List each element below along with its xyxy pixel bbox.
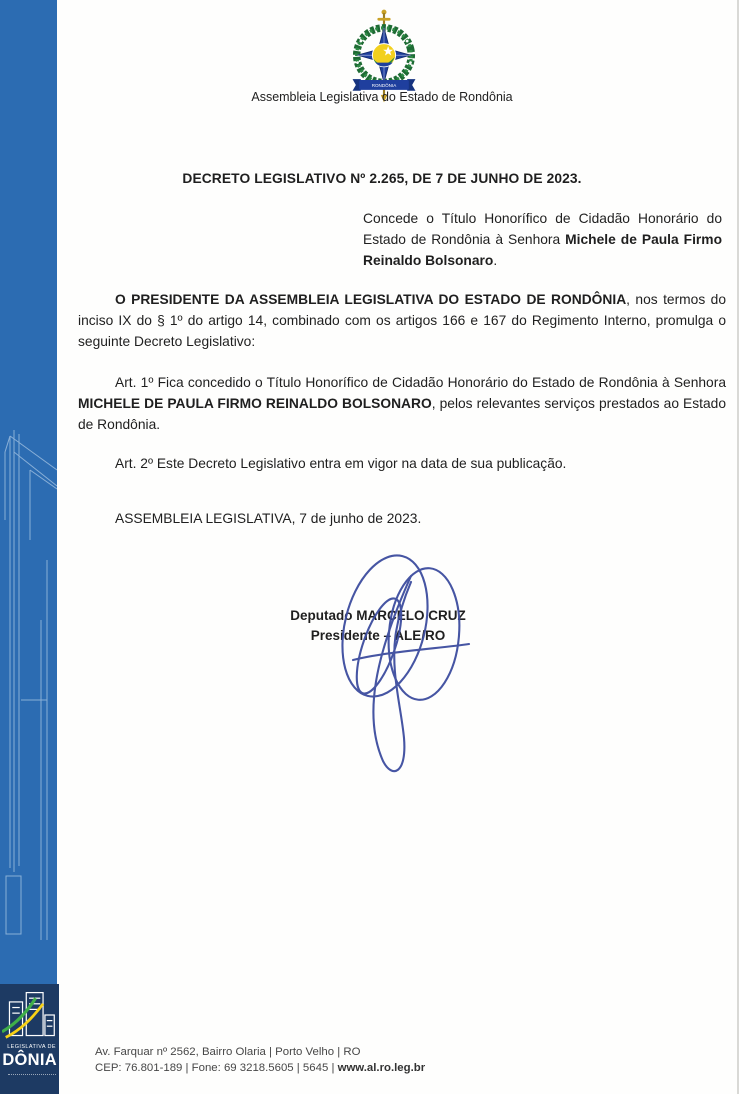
ementa-suffix: . [493,253,498,268]
article-1-paragraph [78,373,726,435]
building-lineart-icon [0,0,57,1094]
article-1-honoree-name: MICHELE DE PAULA FIRMO REINALDO BOLSONARO [78,395,432,411]
ementa-text: Concede o Título Honorífico de Cidadão Honorário do Estado de Rondônia à Senhora [363,211,722,247]
preamble-rest: , nos termos do inciso IX do § 1º do artigo 14, combinado com os artigos 166 e 167 do Regimento Interno, promulga o seguinte Decreto Legislativo: [78,292,726,349]
ementa-honoree-name: Michele de Paula Firmo Reinaldo Bolsonaro [363,232,722,268]
handwritten-signature [293,548,503,785]
footer-address [95,1045,655,1076]
footer-logo-text-small: LEGISLATIVA DE [7,1044,56,1050]
left-blue-band [0,0,57,1094]
signatory-role: Presidente – ALE/RO [310,628,446,643]
footer-logo [0,984,59,1094]
decree-title: DECRETO LEGISLATIVO Nº 2.265, DE 7 DE JUNHO DE 2023. [182,171,582,186]
signatory-name: Deputado MARCELO CRUZ [290,608,466,623]
ementa-paragraph [363,208,722,271]
signature-block [258,606,498,646]
dateline: ASSEMBLEIA LEGISLATIVA, 7 de junho de 2023. [115,511,422,526]
footer-contact: CEP: 76.801-189 | Fone: 69 3218.5605 | 5645 | [95,1061,338,1074]
footer-website[interactable]: www.al.ro.leg.br [337,1061,426,1074]
preamble-paragraph [78,290,726,352]
alero-buildings-logo-icon [2,987,58,1043]
footer-logo-divider [8,1074,56,1077]
article-1-suffix: , pelos relevantes serviços prestados ao Estado de Rondônia. [78,395,726,432]
preamble-authority: O PRESIDENTE DA ASSEMBLEIA LEGISLATIVA DO ESTADO DE RONDÔNIA [115,292,627,307]
footer-address-line2 [95,1061,655,1077]
footer-logo-text-large: DÔNIA [2,1051,57,1069]
footer-address-line1: Av. Farquar nº 2562, Bairro Olaria | Porto Velho | RO [95,1046,361,1058]
article-2-paragraph: Art. 2º Este Decreto Legislativo entra em vigor na data de sua publicação. [115,456,567,471]
org-name: Assembleia Legislativa do Estado de Rondônia [251,90,513,104]
coat-of-arms-ribbon-text: RONDÔNIA [371,83,397,89]
article-1-prefix: Art. 1º Fica concedido o Título Honorífico de Cidadão Honorário do Estado de Rondônia à Senhora [115,375,726,390]
